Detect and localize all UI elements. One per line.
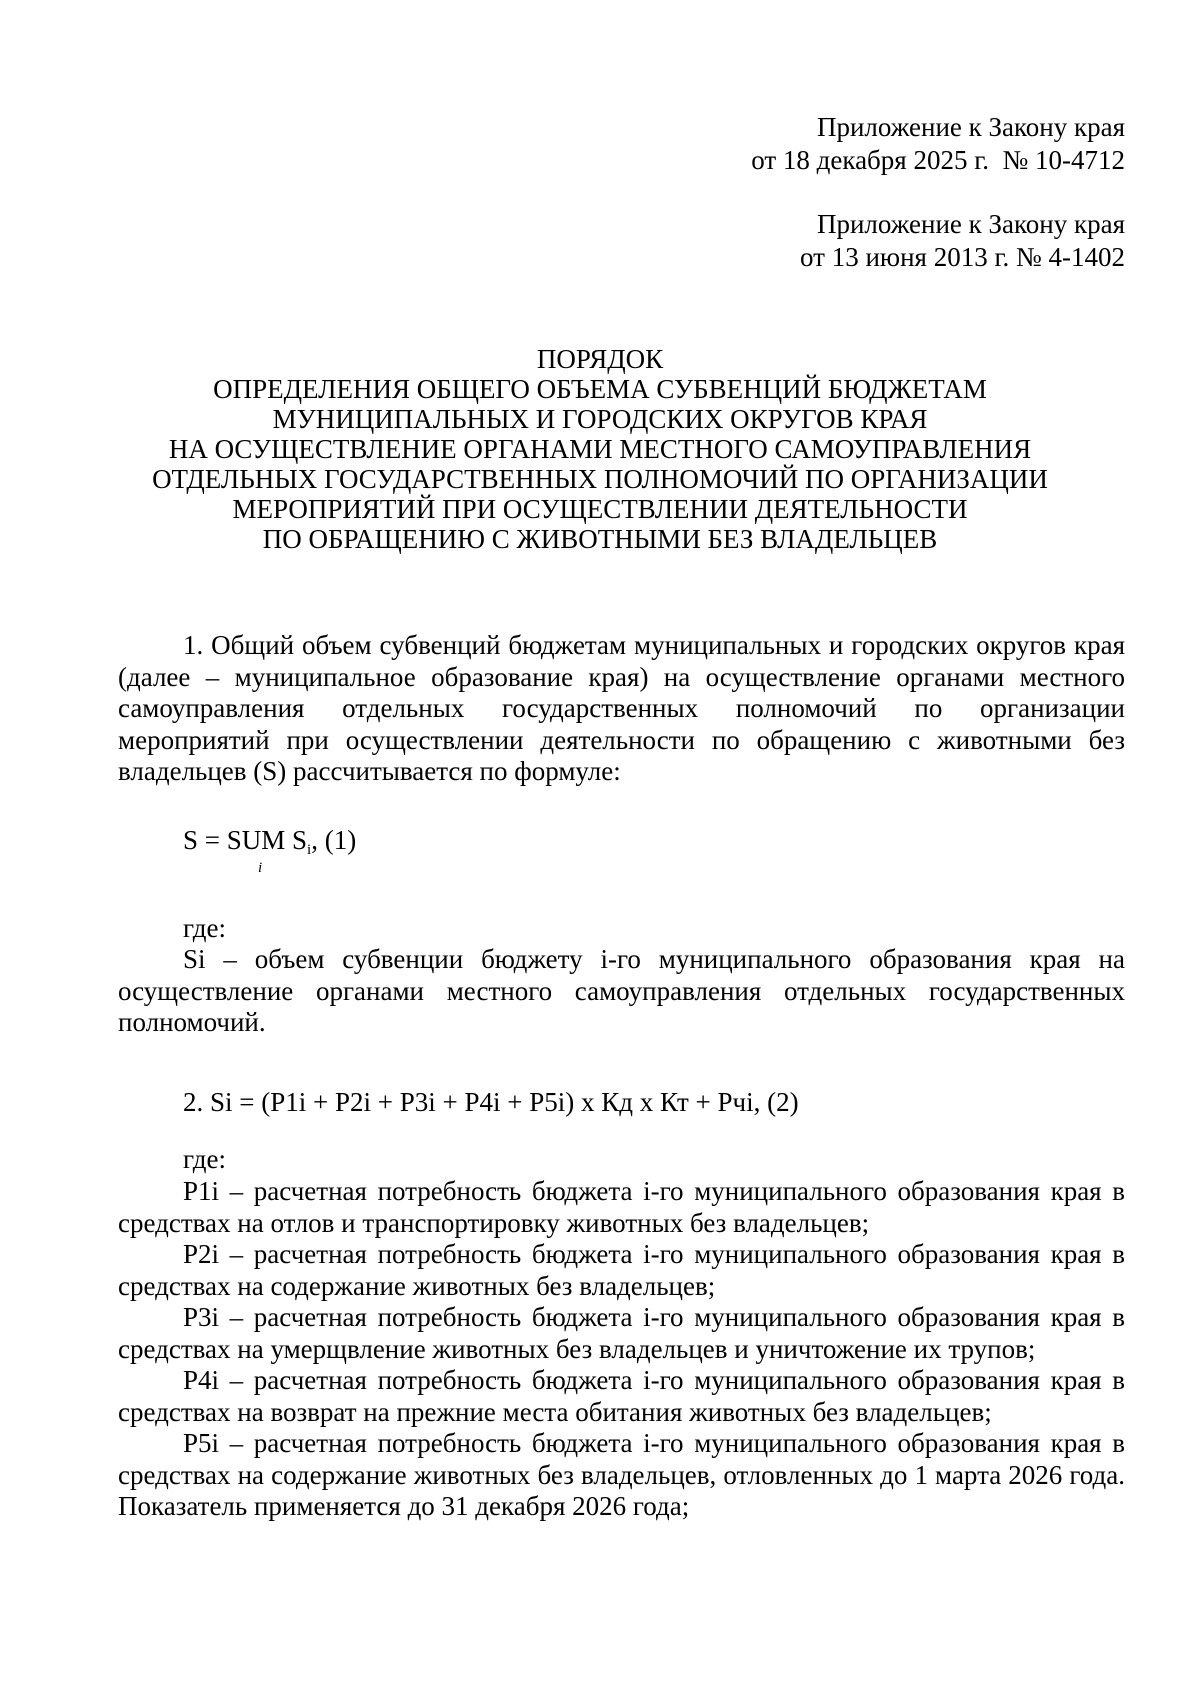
si-definition-text: Si – объем субвенции бюджету i-го муниципального образования края на осуществление органами местного самоуправления отдельных государственных полномочий. — [118, 944, 1125, 1037]
definition-p1i — [118, 1176, 1125, 1239]
title-line: МЕРОПРИЯТИЙ ПРИ ОСУЩЕСТВЛЕНИИ ДЕЯТЕЛЬНОСТИ — [232, 494, 968, 524]
annex-date-number: от 13 июня 2013 г. № 4-1402 — [800, 242, 1125, 272]
definition-text: P5i – расчетная потребность бюджета i-го муниципального образования края в средствах на содержание животных без владельцев, отловленных до 1 марта 2026 года. Показатель применяется до 31 декабря 2026 года; — [118, 1428, 1125, 1521]
annex-header-old — [800, 208, 1125, 274]
document-title — [0, 344, 1200, 554]
definitions-list — [118, 1176, 1125, 1523]
title-line: ПО ОБРАЩЕНИЮ С ЖИВОТНЫМИ БЕЗ ВЛАДЕЛЬЦЕВ — [262, 524, 938, 554]
section-1-paragraph — [118, 630, 1125, 788]
definition-text: P1i – расчетная потребность бюджета i-го муниципального образования края в средствах на отлов и транспортировку животных без владельцев; — [118, 1176, 1125, 1238]
formula-1-sum-index: i — [258, 860, 263, 876]
title-line: ПОРЯДОК — [536, 344, 664, 374]
definition-p3i — [118, 1302, 1125, 1365]
annex-title: Приложение к Закону края — [816, 112, 1125, 142]
annex-title: Приложение к Закону края — [816, 209, 1125, 239]
formula-1-main: S = SUM S — [183, 825, 308, 855]
formula-1 — [183, 825, 356, 856]
definition-p4i — [118, 1365, 1125, 1428]
title-line: ОПРЕДЕЛЕНИЯ ОБЩЕГО ОБЪЕМА СУБВЕНЦИЙ БЮДЖЕТАМ — [213, 374, 987, 404]
si-definition — [118, 944, 1125, 1039]
annex-header-new — [751, 111, 1125, 177]
section-1-text: 1. Общий объем субвенций бюджетам муниципальных и городских округов края (далее – муниципальное образование края) на осуществление органами местного самоуправления отдельных государственных полномочий по организации мероприятий при осуществлении деятельности по обращению с животными без владельцев (S) рассчитывается по формуле: — [118, 630, 1125, 786]
definition-p2i — [118, 1239, 1125, 1302]
title-line: ОТДЕЛЬНЫХ ГОСУДАРСТВЕННЫХ ПОЛНОМОЧИЙ ПО ОРГАНИЗАЦИИ — [152, 464, 1048, 494]
definition-text: P2i – расчетная потребность бюджета i-го муниципального образования края в средствах на содержание животных без владельцев; — [118, 1239, 1125, 1301]
formula-1-subscript: i — [307, 842, 312, 858]
definition-text: P3i – расчетная потребность бюджета i-го муниципального образования края в средствах на умерщвление животных без владельцев и уничтожение их трупов; — [118, 1302, 1125, 1364]
formula-1-tail: , (1) — [311, 825, 357, 855]
annex-date-number: от 18 декабря 2025 г. № 10-4712 — [751, 145, 1125, 175]
title-line: НА ОСУЩЕСТВЛЕНИЕ ОРГАНАМИ МЕСТНОГО САМОУПРАВЛЕНИЯ — [168, 434, 1032, 464]
where-label-2: где: — [183, 1144, 226, 1174]
title-line: МУНИЦИПАЛЬНЫХ И ГОРОДСКИХ ОКРУГОВ КРАЯ — [272, 404, 928, 434]
where-label-1: где: — [183, 913, 226, 943]
definition-p5i — [118, 1428, 1125, 1523]
definition-text: P4i – расчетная потребность бюджета i-го муниципального образования края в средствах на возврат на прежние места обитания животных без владельцев; — [118, 1365, 1125, 1427]
formula-2: 2. Si = (P1i + P2i + P3i + P4i + P5i) х Кд х Кт + Рчi, (2) — [183, 1087, 799, 1117]
